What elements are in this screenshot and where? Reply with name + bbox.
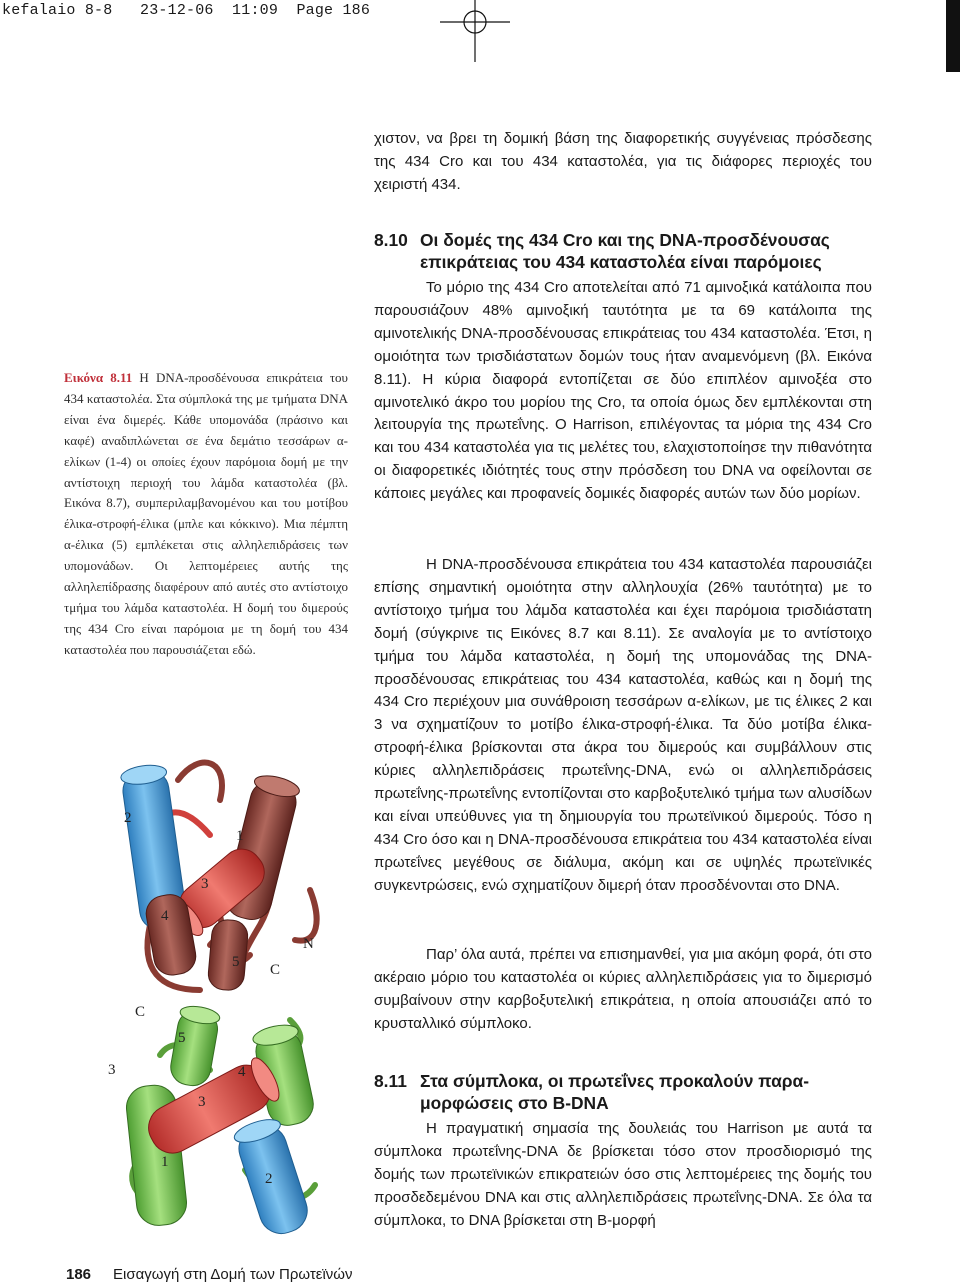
section-810-paragraph-3: Παρ’ όλα αυτά, πρέπει να επισημανθεί, για μια ακόμη φορά, ότι στο ακέραιο μόριο του καταστολέα οι κύριες αλληλεπιδράσεις για το διμερισμό συμβαίνουν στην καρβοξυτελική επικράτεια, η οποία απουσιάζει από το κρυσταλλικό σύμπλοκο.: [374, 946, 872, 1032]
section-811-paragraph-1: Η πραγματική σημασία της δουλειάς του Harrison με αυτά τα σύμπλοκα πρωτεΐνης-DNA δε βρίσκεται τόσο στον προσδιορισμό της δομής των πρωτεϊνικών επικρατειών όσο στις λεπτομέρειες της δομής του προσδεδεμένου DNA και στις αλληλεπιδράσεις πρωτεΐνης-DNA. Σε όλα τα σύμπλοκα, το DNA βρίσκεται στη B-μορφή: [374, 1120, 872, 1229]
helix-bottom-5: [168, 1004, 221, 1089]
registration-bar: [946, 0, 960, 72]
book-title: Εισαγωγή στη Δομή των Πρωτεϊνών: [113, 1266, 353, 1283]
continuation-paragraph: χιστον, να βρει τη δομική βάση της διαφορετικής συγγένειας πρόσδεσης της 434 Cro και του 434 καταστολέα, για τις διάφορες περιοχές του χειριστή 434.: [374, 130, 872, 193]
section-811-number: 8.11: [374, 1071, 407, 1091]
label-top-helix1: 1: [236, 828, 244, 844]
label-bottom-c-terminus: C: [135, 1004, 146, 1020]
section-810-number: 8.10: [374, 230, 408, 250]
section-810-paragraph-1: Το μόριο της 434 Cro αποτελείται από 71 αμινοξικά κατάλοιπα που παρουσιάζουν 48% αμινοξική ταυτότητα με τα 69 κατάλοιπα της αμινοτελικής DNA-προσδένουσας επικράτειας του 434 καταστολέα. Έτσι, η ομοιότητα των τρισδιάστατων δομών τους ήταν αναμενόμενη (βλ. Εικόνα 8.11). Η κύρια διαφορά εντοπίζεται σε δύο επιπλέον αμινοξέα στο αμινοτελικό άκρο του μορίου της Cro, τα οποία όμως δεν εμπλέκονται στη λειτουργία της πρωτεΐνης. Ο Harrison, επιλέγοντας τα μόρια της 434 Cro και του 434 καταστολέα για τις μελέτες του, ελαχιστοποίησε την πιθανότητα οι διαφορετικές ιδιότητές τους στην πρόσδεση του DNA να οφείλονται σε κάποιες μεγάλες και προφανείς δομικές διαφορές αυτών των δύο μορίων.: [374, 279, 872, 503]
section-810-title-line1: Οι δομές της 434 Cro και της DNA-προσδένουσας: [420, 230, 830, 250]
loop-top-brown: [178, 763, 222, 800]
label-bottom-helix5: 5: [178, 1030, 186, 1046]
section-811-title-line2: μορφώσεις στο B-DNA: [420, 1093, 609, 1113]
section-810-title-line2: επικράτειας του 434 καταστολέα είναι παρόμοιες: [420, 252, 822, 272]
section-810-heading: [374, 229, 879, 273]
section-811-heading: [374, 1070, 879, 1114]
crop-mark-icon: [440, 0, 510, 62]
label-top-helix3: 3: [201, 876, 209, 892]
page-number: 186: [66, 1266, 92, 1283]
figure-caption: [64, 368, 348, 661]
label-bottom-helix2: 2: [265, 1171, 273, 1187]
label-bottom-3-outer: 3: [108, 1062, 116, 1078]
label-top-c-terminus: C: [270, 962, 281, 978]
label-top-helix5: 5: [232, 954, 240, 970]
figure-caption-label: Εικόνα 8.11: [64, 370, 133, 385]
figure-caption-text: Η DNA-προσδένουσα επικράτεια του 434 καταστολέα. Στα σύμπλοκά της με τμήματα DNA είναι ένα διμερές. Κάθε υπομονάδα (πράσινο και καφέ) αναδιπλώνεται σε ένα δεμάτιο τεσσάρων α-ελίκων (1-4) οι οποίες έχουν παρόμοια δομή με την αντίστοιχη περιοχή του λάμδα καταστολέα (βλ. Εικόνα 8.7), συμπεριλαμβανομένου και του μοτίβου έλικα-στροφή-έλικα (μπλε και κόκκινο). Μια πέμπτη α-έλικα (5) εμπλέκεται στις αλληλεπιδράσεις των υπομονάδων. Οι λεπτομέρειες αυτής της αλληλεπίδρασης διαφέρουν από αυτές στο αντίστοιχο τμήμα του λάμδα καταστολέα. Η δομή του διμερούς της 434 Cro είναι παρόμοια με τη δομή του 434 καταστολέα που παρουσιάζεται εδώ.: [64, 370, 348, 657]
label-bottom-helix3: 3: [198, 1094, 206, 1110]
section-811-title-line1: Στα σύμπλοκα, οι πρωτεΐνες προκαλούν παρα-: [420, 1071, 810, 1091]
section-810-paragraph-2: Η DNA-προσδένουσα επικράτεια του 434 καταστολέα παρουσιάζει επίσης σημαντική ομοιότητα στην αλληλουχία (26% ταυτότητα) με το αντίστοιχο τμήμα του λάμδα καταστολέα και έχει παρόμοια τρισδιάστατη δομή (σύγκρινε τις Εικόνες 8.7 και 8.11). Σε αναλογία με το αντίστοιχο τμήμα του λάμδα καταστολέα, η δομή της υπομονάδας της DNA-προσδένουσας επικράτειας του 434 καταστολέα, καθώς και η δομή της 434 Cro περιέχουν μια συνάθροιση τεσσάρων α-ελίκων, με τις έλικες 2 και 3 να σχηματίζουν το μοτίβο έλικα-στροφή-έλικα. Τα δύο μοτίβα έλικα-στροφή-έλικα βρίσκονται στα άκρα του διμερούς και συμβάλλουν στις κύριες αλληλεπιδράσεις πρωτεΐνης-DNA, ενώ οι αλληλεπιδράσεις πρωτεΐνης-πρωτεΐνης εντοπίζονται στο καρβοξυτελικό τμήμα των αλυσίδων και είναι υπεύθυνες για τη δημιουργία του πρωτεϊνικού διμερούς. Τόσο η 434 Cro όσο και η DNA-προσδένουσα επικράτεια του 434 καταστολέα είναι πρωτεΐνες μεγέθους σε διάλυμα, ακόμη και σε υψηλές πρωτεϊνικές συγκεντρώσεις, ενώ σχηματίζουν διμερή όταν προσδένονται στο DNA.: [374, 556, 872, 894]
label-top-helix4: 4: [161, 908, 169, 924]
page-footer: [66, 1266, 353, 1283]
loop-n-terminal: [295, 890, 317, 941]
helix-top-5: [207, 919, 249, 992]
label-top-n-terminus: N: [303, 936, 314, 952]
label-bottom-helix1: 1: [161, 1154, 169, 1170]
label-bottom-helix4: 4: [238, 1064, 246, 1080]
protein-ribbon-figure: [60, 740, 350, 1240]
label-top-helix2: 2: [124, 810, 132, 826]
print-slug: kefalaio 8-8 23-12-06 11:09 Page 186: [2, 2, 371, 19]
